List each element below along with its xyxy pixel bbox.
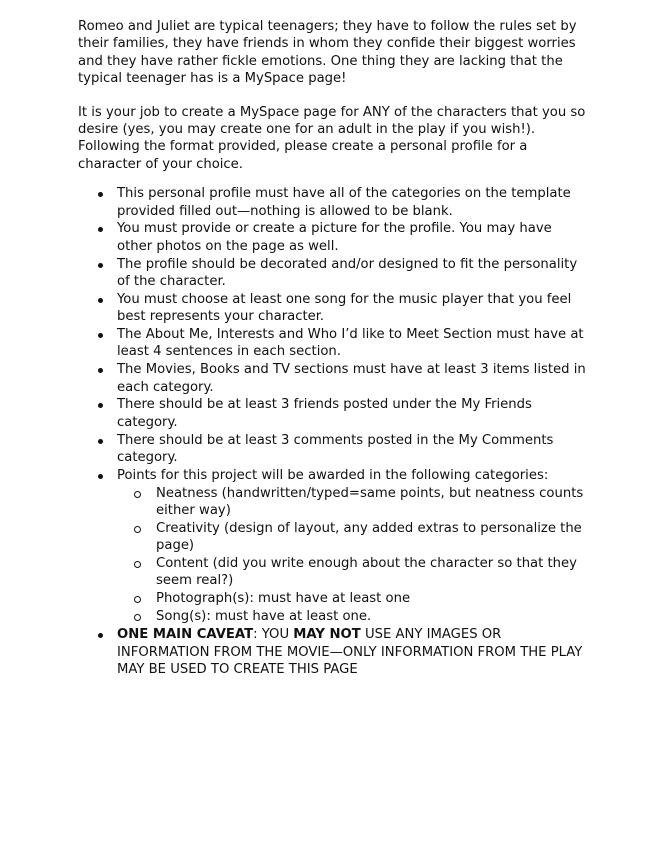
requirements-list <box>78 185 586 678</box>
document-page <box>78 18 586 679</box>
list-item <box>78 256 586 291</box>
caveat-item <box>78 626 586 678</box>
list-item <box>78 326 586 361</box>
point-categories-list <box>117 485 586 626</box>
sub-list-item <box>117 520 586 555</box>
list-item-text: Points for this project will be awarded in the following categories: <box>117 467 549 483</box>
bullet-icon <box>98 633 103 638</box>
bullet-icon <box>98 439 103 444</box>
sub-list-item-text: Neatness (handwritten/typed=same points, but neatness counts either way) <box>156 485 584 519</box>
circle-bullet-icon <box>134 596 141 603</box>
caveat-sep: : YOU <box>253 627 294 643</box>
list-item <box>78 361 586 396</box>
bullet-icon <box>98 192 103 197</box>
caveat-text: USE ANY IMAGES OR INFORMATION FROM THE MOVIE—ONLY INFORMATION FROM THE PLAY MAY BE USED TO CREATE THIS PAGE <box>117 627 583 678</box>
list-item <box>78 291 586 326</box>
list-item-text: The Movies, Books and TV sections must have at least 3 items listed in each category. <box>117 362 586 395</box>
list-item-text: There should be at least 3 friends posted under the My Friends category. <box>117 397 532 430</box>
list-item <box>78 185 586 220</box>
list-item-text: You must choose at least one song for the music player that you feel best represents your character. <box>117 291 572 325</box>
bullet-icon <box>98 298 103 303</box>
sub-list-item <box>117 485 586 520</box>
circle-bullet-icon <box>134 561 141 568</box>
circle-bullet-icon <box>134 526 141 533</box>
bullet-icon <box>98 403 103 408</box>
sub-list-item <box>117 590 586 607</box>
sub-list-item-text: Content (did you write enough about the character so that they seem real?) <box>156 556 577 589</box>
list-item-text: There should be at least 3 comments posted in the My Comments category. <box>117 432 554 466</box>
bullet-icon <box>98 474 103 479</box>
bullet-icon <box>98 227 103 232</box>
caveat-emphasis: MAY NOT <box>293 627 361 643</box>
circle-bullet-icon <box>134 491 141 498</box>
sub-list-item-text: Creativity (design of layout, any added extras to personalize the page) <box>156 520 582 554</box>
sub-list-item <box>117 555 586 590</box>
bullet-icon <box>98 263 103 268</box>
assignment-paragraph: It is your job to create a MySpace page for ANY of the characters that you so desire (yes, you may create one for an adult in the play if you wish!). Following the format provided, please create a personal profile for a character of your choice. <box>78 104 586 172</box>
sub-list-item-text: Photograph(s): must have at least one <box>156 591 411 607</box>
list-item <box>78 396 586 431</box>
caveat-label: ONE MAIN CAVEAT <box>117 627 254 643</box>
list-item <box>78 432 586 467</box>
bullet-icon <box>98 333 103 338</box>
sub-list-item <box>117 608 586 625</box>
list-item-points <box>78 467 586 626</box>
sub-list-item-text: Song(s): must have at least one. <box>156 609 372 625</box>
intro-paragraph: Romeo and Juliet are typical teenagers; they have to follow the rules set by their families, they have friends in whom they confide their biggest worries and they have rather fickle emotions. One thing they are lacking that the typical teenager has is a MySpace page! <box>78 19 577 87</box>
bullet-icon <box>98 368 103 373</box>
list-item-text: The profile should be decorated and/or designed to fit the personality of the character. <box>117 256 578 290</box>
list-item <box>78 220 586 255</box>
list-item-text: The About Me, Interests and Who I’d like to Meet Section must have at least 4 sentences in each section. <box>117 327 584 360</box>
list-item-text: This personal profile must have all of the categories on the template provided filled out—nothing is allowed to be blank. <box>117 186 571 219</box>
circle-bullet-icon <box>134 614 141 621</box>
list-item-text: You must provide or create a picture for the profile. You may have other photos on the page as well. <box>117 221 552 254</box>
